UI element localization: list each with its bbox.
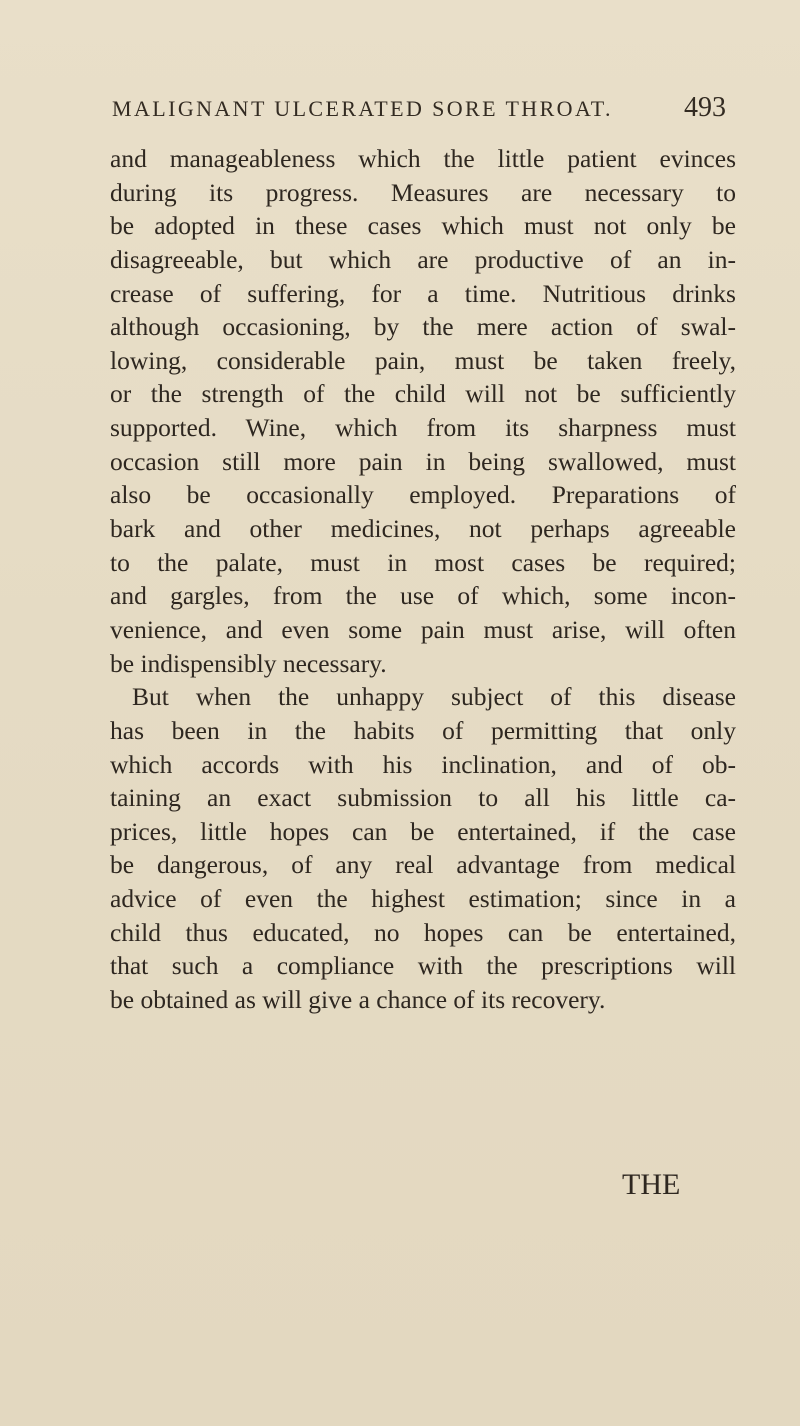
text-line: that such a compliance with the prescriptions will bbox=[110, 951, 736, 981]
text-line: during its progress. Measures are necessary to bbox=[110, 177, 736, 207]
text-line: and gargles, from the use of which, some incon- bbox=[110, 581, 736, 611]
page-number: 493 bbox=[684, 92, 726, 123]
text-line: or the strength of the child will not be sufficiently bbox=[110, 379, 736, 409]
text-line: crease of suffering, for a time. Nutritious drinks bbox=[110, 278, 736, 308]
paragraph-end-line: be indispensibly necessary. bbox=[110, 648, 387, 678]
text-line: has been in the habits of permitting that only bbox=[110, 715, 736, 745]
text-line: venience, and even some pain must arise, will often bbox=[110, 614, 736, 644]
text-line: disagreeable, but which are productive of an in- bbox=[110, 244, 736, 274]
text-line: lowing, considerable pain, must be taken freely, bbox=[110, 345, 736, 375]
body-text bbox=[110, 142, 736, 1017]
text-line: be adopted in these cases which must not only be bbox=[110, 211, 736, 241]
text-line: be dangerous, of any real advantage from medical bbox=[110, 850, 736, 880]
text-line: prices, little hopes can be entertained, if the case bbox=[110, 816, 736, 846]
running-head bbox=[112, 92, 732, 136]
paragraph-end-line: be obtained as will give a chance of its recovery. bbox=[110, 985, 606, 1015]
text-line: supported. Wine, which from its sharpness must bbox=[110, 413, 736, 443]
text-line: advice of even the highest estimation; since in a bbox=[110, 884, 736, 914]
text-line: to the palate, must in most cases be required; bbox=[110, 547, 736, 577]
text-line: also be occasionally employed. Preparations of bbox=[110, 480, 736, 510]
text-line: which accords with his inclination, and of ob- bbox=[110, 749, 736, 779]
text-line: and manageableness which the little patient evinces bbox=[110, 144, 736, 173]
text-line: occasion still more pain in being swallowed, must bbox=[110, 446, 736, 476]
paragraph-start-line: But when the unhappy subject of this disease bbox=[132, 682, 736, 712]
running-title: MALIGNANT ULCERATED SORE THROAT. bbox=[112, 96, 613, 121]
text-line: bark and other medicines, not perhaps agreeable bbox=[110, 514, 736, 544]
text-line: taining an exact submission to all his little ca- bbox=[110, 783, 736, 813]
text-line: child thus educated, no hopes can be entertained, bbox=[110, 917, 736, 947]
catchword: THE bbox=[622, 1168, 681, 1201]
text-line: although occasioning, by the mere action of swal- bbox=[110, 312, 736, 342]
